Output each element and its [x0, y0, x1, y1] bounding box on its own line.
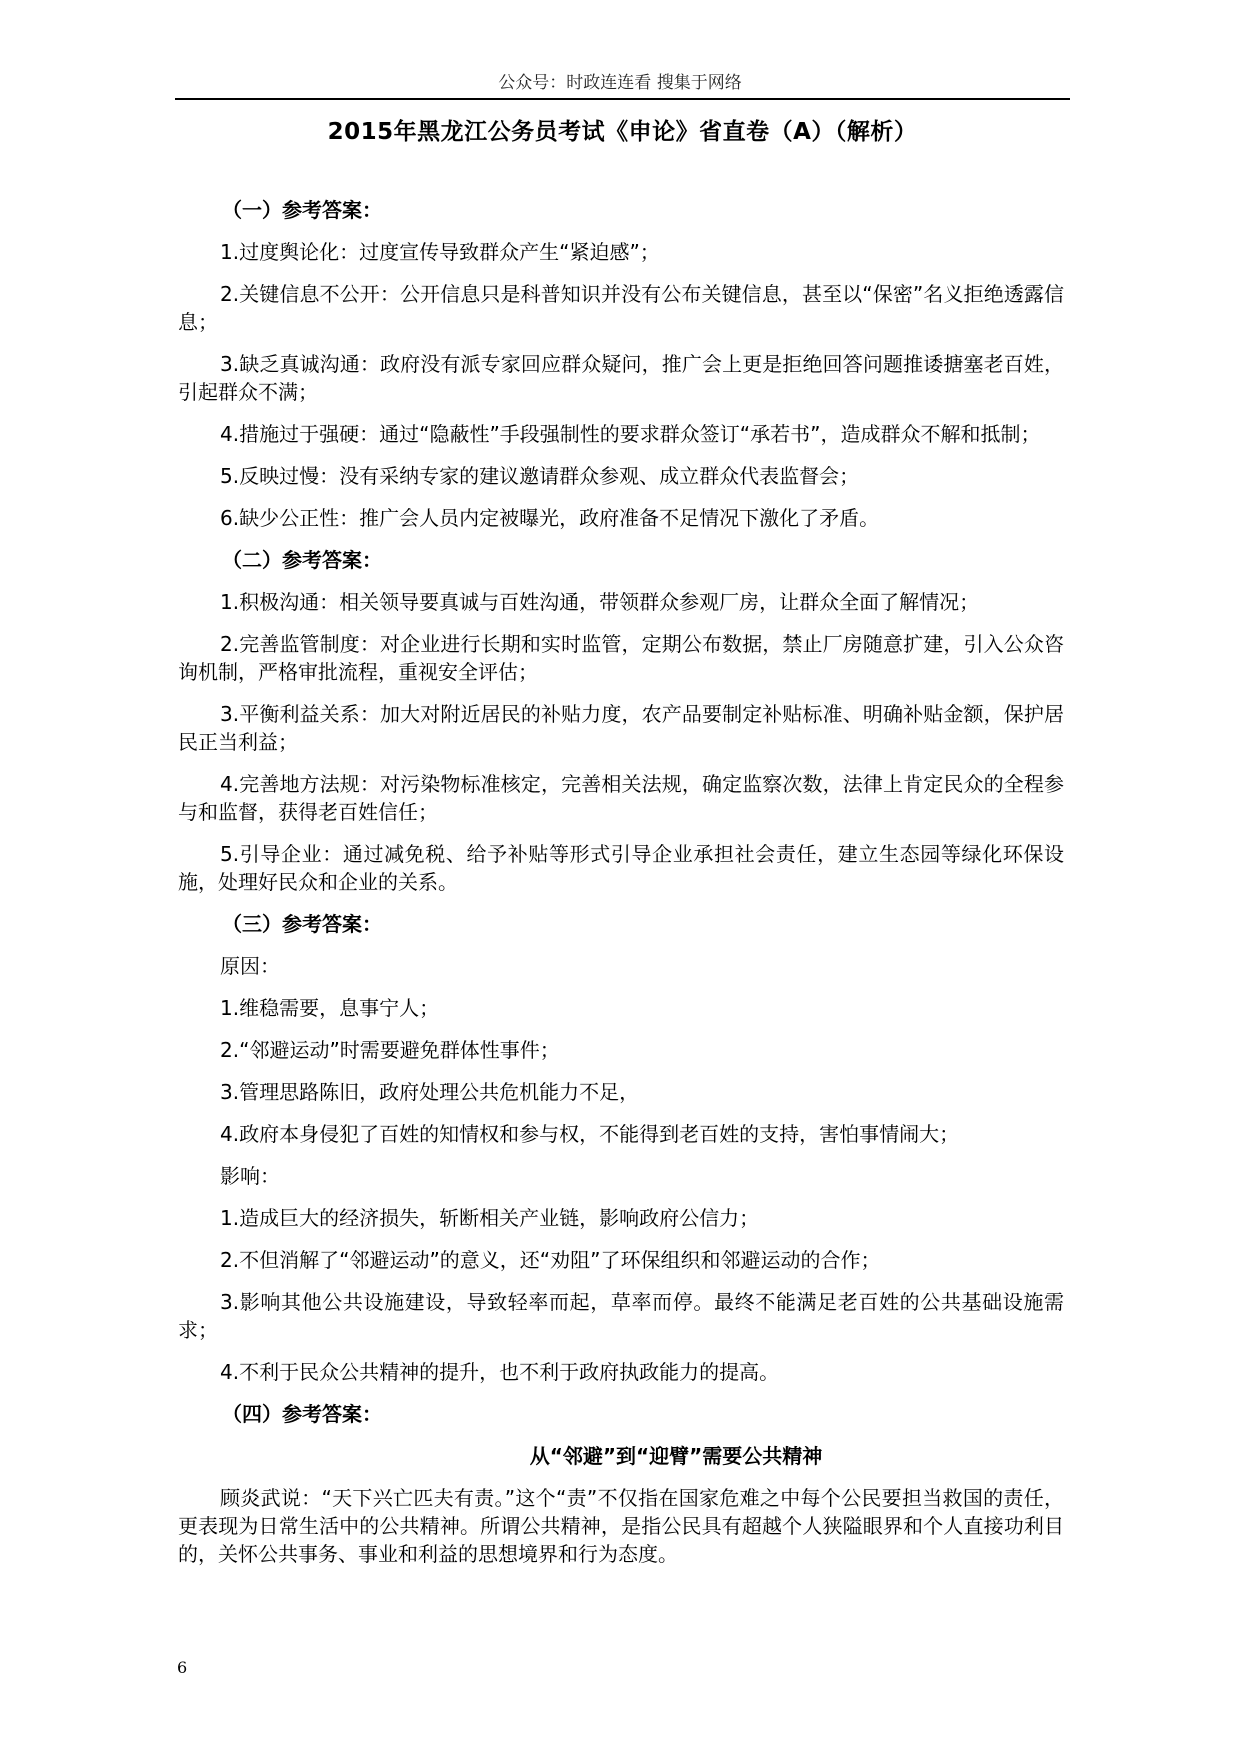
paragraph: 3.缺乏真诚沟通：政府没有派专家回应群众疑问，推广会上更是拒绝回答问题推诿搪塞老百姓，引起群众不满；: [178, 352, 1064, 404]
paragraph: 4.不利于民众公共精神的提升，也不利于政府执政能力的提高。: [220, 1360, 780, 1384]
section-heading: （三）参考答案：: [222, 912, 382, 936]
section-heading: （一）参考答案：: [222, 198, 382, 222]
section-heading: （二）参考答案：: [222, 548, 382, 572]
paragraph: 3.平衡利益关系：加大对附近居民的补贴力度，农产品要制定补贴标准、明确补贴金额，保护居民正当利益；: [178, 702, 1064, 754]
page-number: 6: [177, 1658, 188, 1677]
paragraph: 4.完善地方法规：对污染物标准核定，完善相关法规，确定监察次数，法律上肯定民众的全程参与和监督，获得老百姓信任；: [178, 772, 1064, 824]
paragraph: 1.维稳需要，息事宁人；: [220, 996, 440, 1020]
paragraph: 5.反映过慢：没有采纳专家的建议邀请群众参观、成立群众代表监督会；: [220, 464, 860, 488]
paragraph: 2.关键信息不公开：公开信息只是科普知识并没有公布关键信息，甚至以“保密”名义拒绝透露信息；: [178, 282, 1064, 334]
paragraph: 原因：: [220, 954, 280, 978]
paragraph: 6.缺少公正性：推广会人员内定被曝光，政府准备不足情况下激化了矛盾。: [220, 506, 880, 530]
paragraph: 4.措施过于强硬：通过“隐蔽性”手段强制性的要求群众签订“承若书”，造成群众不解和抵制；: [220, 422, 1041, 446]
paragraph: 1.过度舆论化：过度宣传导致群众产生“紧迫感”；: [220, 240, 660, 264]
paragraph: 2.“邻避运动”时需要避免群体性事件；: [220, 1038, 560, 1062]
paragraph: 1.积极沟通：相关领导要真诚与百姓沟通，带领群众参观厂房，让群众全面了解情况；: [220, 590, 980, 614]
paragraph: 3.影响其他公共设施建设，导致轻率而起，草率而停。最终不能满足老百姓的公共基础设施需求；: [178, 1290, 1064, 1342]
paragraph: 3.管理思路陈旧，政府处理公共危机能力不足，: [220, 1080, 640, 1104]
essay-title: 从“邻避”到“迎臂”需要公共精神: [529, 1444, 823, 1468]
paragraph: 4.政府本身侵犯了百姓的知情权和参与权，不能得到老百姓的支持，害怕事情闹大；: [220, 1122, 960, 1146]
paragraph: 顾炎武说：“天下兴亡匹夫有责。”这个“责”不仅指在国家危难之中每个公民要担当救国的责任，更表现为日常生活中的公共精神。所谓公共精神，是指公民具有超越个人狭隘眼界和个人直接功利目的，关怀公共事务、事业和利益的思想境界和行为态度。: [178, 1486, 1064, 1566]
document-title: 2015年黑龙江公务员考试《申论》省直卷（A）（解析）: [327, 119, 918, 145]
document-body: [178, 196, 1064, 1582]
paragraph: 5.引导企业：通过减免税、给予补贴等形式引导企业承担社会责任，建立生态园等绿化环保设施，处理好民众和企业的关系。: [178, 842, 1064, 894]
paragraph: 2.不但消解了“邻避运动”的意义，还“劝阻”了环保组织和邻避运动的合作；: [220, 1248, 881, 1272]
page-header: 公众号：时政连连看 搜集于网络: [498, 73, 742, 93]
section-heading: （四）参考答案：: [222, 1402, 382, 1426]
paragraph: 2.完善监管制度：对企业进行长期和实时监管，定期公布数据，禁止厂房随意扩建，引入公众咨询机制，严格审批流程，重视安全评估；: [178, 632, 1064, 684]
paragraph: 影响：: [220, 1164, 280, 1188]
header-divider: [175, 98, 1070, 100]
paragraph: 1.造成巨大的经济损失，斩断相关产业链，影响政府公信力；: [220, 1206, 760, 1230]
